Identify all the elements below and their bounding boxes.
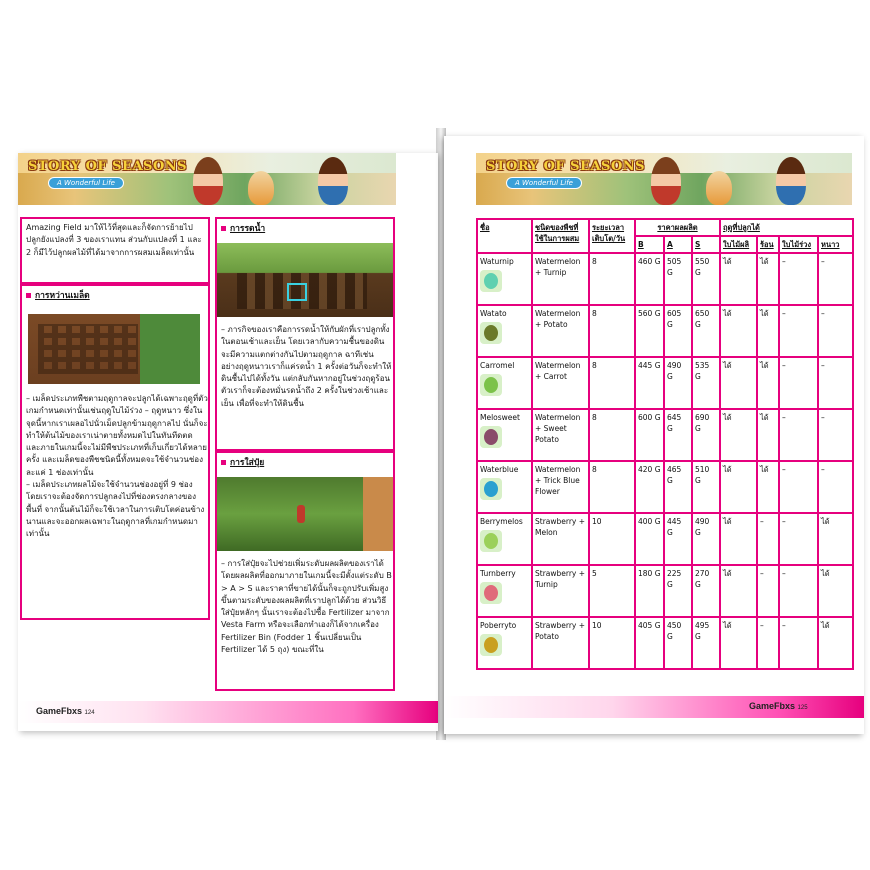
melosweet-icon [480,426,502,448]
crop-winter [818,409,853,461]
crop-price-b-text: 180 G [638,569,661,578]
page-footer [18,701,438,723]
fertilizer-text: – การใส่ปุ๋ยจะไปช่วยเพิ่มระดับผลผลิตของเราได้ โดยผลผลิตที่ออกมาภายในเกมนี้จะมีตั้งแต่ระดับ B > A > S และราคาที่ขายได้นั้นก็จะถูกปรับเพิ่มสูงขึ้นตามระดับของผลผลิตที่เราปลูกได้ด้วย ส่วนวิธีใส่ปุ๋ยหลักๆ นั้นเราจะต้องไปซื้อ Fertilizer มาจาก Vesta Farm หรือจะเลือกทำเองก็ได้จากเครื่อง Fertilizer Bin (Fodder 1 ชิ้นเปลี่ยนเป็น Fertilizer ได้ 5 ถุง) ขณะที่ใน [221,559,392,655]
crop-mix-text: Strawberry + Potato [535,621,586,641]
crop-winter [818,357,853,409]
header-price-s: S [692,236,720,253]
crop-winter-text: – [821,465,825,474]
crop-price-s-text: 490 G [695,517,710,537]
crop-mix [532,305,589,357]
crop-price-a [664,409,692,461]
crop-growth-days-text: 10 [592,517,602,526]
crop-price-a-text: 445 G [667,517,682,537]
crop-price-a [664,305,692,357]
crop-spring [720,409,757,461]
crop-autumn [779,305,818,357]
crop-autumn-text: – [782,413,786,422]
crop-price-s-text: 650 G [695,309,710,329]
crop-autumn-text: – [782,465,786,474]
header-growth-days: ระยะเวลาเติบโต/วัน [589,219,635,253]
header-season-group: ฤดูที่ปลูกได้ [720,219,853,236]
crop-price-s [692,409,720,461]
carromel-icon [480,374,502,396]
crop-growth-days [589,305,635,357]
crop-price-a [664,253,692,305]
crop-summer [757,305,779,357]
crop-name [477,461,532,513]
crop-name-text: Turnberry [480,569,516,578]
header-autumn: ใบไม้ร่วง [779,236,818,253]
crop-mix-text: Strawberry + Melon [535,517,586,537]
crop-name [477,617,532,669]
header-name: ชื่อ [477,219,532,253]
crop-name [477,409,532,461]
crop-name [477,513,532,565]
crop-spring-text: ได้ [723,621,732,630]
crop-price-s-text: 510 G [695,465,710,485]
crop-price-b [635,565,664,617]
crop-autumn [779,617,818,669]
crop-spring [720,513,757,565]
crop-price-a-text: 225 G [667,569,682,589]
game-logo-subtitle: A Wonderful Life [48,177,124,189]
crop-spring-text: ได้ [723,257,732,266]
section-heading: การหว่านเมล็ด [22,286,208,304]
crop-autumn-text: – [782,309,786,318]
crop-price-b [635,305,664,357]
crop-price-s [692,357,720,409]
left-page [18,153,438,731]
table-header-row [477,219,853,236]
crop-spring [720,357,757,409]
crop-price-b [635,253,664,305]
crop-price-b [635,461,664,513]
crop-summer [757,357,779,409]
crop-price-s-text: 550 G [695,257,710,277]
waturnip-icon [480,270,502,292]
crop-growth-days-text: 8 [592,465,597,474]
crop-price-b-text: 400 G [638,517,661,526]
watering-section [215,217,395,451]
crop-mix-text: Strawberry + Turnip [535,569,586,589]
crop-price-b-text: 600 G [638,413,661,422]
crop-price-a-text: 465 G [667,465,682,485]
crop-winter [818,513,853,565]
crop-price-a [664,461,692,513]
crop-price-s [692,305,720,357]
crop-growth-days [589,357,635,409]
crop-price-a-text: 505 G [667,257,682,277]
crop-price-a-text: 490 G [667,361,682,381]
crop-name-text: Berrymelos [480,517,523,526]
crop-winter [818,617,853,669]
crop-growth-days [589,253,635,305]
crop-price-b [635,513,664,565]
game-logo-subtitle: A Wonderful Life [506,177,582,189]
crop-growth-days-text: 8 [592,309,597,318]
crop-price-s-text: 270 G [695,569,710,589]
header-winter: หนาว [818,236,853,253]
crop-autumn [779,461,818,513]
game-logo: STORY OF SEASONS [28,159,188,174]
crop-spring [720,461,757,513]
crop-summer-text: ได้ [760,257,769,266]
table-row [477,409,853,461]
crop-autumn [779,253,818,305]
crop-autumn-text: – [782,517,786,526]
crop-growth-days [589,565,635,617]
header-spring: ใบไม้ผลิ [720,236,757,253]
crop-spring-text: ได้ [723,465,732,474]
crop-mix [532,253,589,305]
crop-mix-text: Watermelon + Sweet Potato [535,413,581,444]
crop-autumn [779,565,818,617]
crop-mix-text: Watermelon + Turnip [535,257,581,277]
header-price-a: A [664,236,692,253]
crop-price-s [692,253,720,305]
crop-name [477,253,532,305]
crop-winter [818,565,853,617]
right-page [444,136,864,734]
waterblue-icon [480,478,502,500]
crop-price-b [635,409,664,461]
crop-summer [757,253,779,305]
game-banner [18,153,396,205]
crop-autumn [779,409,818,461]
crop-growth-days-text: 8 [592,361,597,370]
crop-name [477,565,532,617]
crop-price-s-text: 690 G [695,413,710,433]
crop-name-text: Watato [480,309,507,318]
magazine-brand: GameFbxs 125 [749,701,808,711]
crop-price-b-text: 560 G [638,309,661,318]
crop-name-text: Poberryto [480,621,517,630]
hybrid-crops-table [476,218,854,670]
crop-autumn [779,357,818,409]
crop-price-b-text: 405 G [638,621,661,630]
crop-name-text: Waterblue [480,465,519,474]
table-row [477,305,853,357]
crop-price-s-text: 495 G [695,621,710,641]
crop-autumn-text: – [782,361,786,370]
character-illustration [248,171,274,205]
crop-summer-text: – [760,621,764,630]
game-logo: STORY OF SEASONS [486,159,646,174]
crop-growth-days [589,617,635,669]
crop-spring [720,565,757,617]
crop-growth-days-text: 5 [592,569,597,578]
crop-price-s [692,461,720,513]
crop-mix [532,513,589,565]
crop-winter-text: – [821,361,825,370]
sowing-screenshot [28,314,200,384]
crop-price-b-text: 445 G [638,361,661,370]
crop-price-a-text: 645 G [667,413,682,433]
header-crops-used: ชนิดของพืชที่ใช้ในการผสม [532,219,589,253]
crop-price-a [664,565,692,617]
crop-autumn-text: – [782,569,786,578]
header-summer: ร้อน [757,236,779,253]
sowing-section [20,284,210,620]
crop-summer [757,513,779,565]
intro-text: Amazing Field มาให้ไว้ที่สุดและก็จัดการย้ายไปปลูกยังแปลงที่ 3 ของเราแทน ส่วนกับแปลงที่ 1 และ 2 ก็มีไว้ปลูกผลไม้ที่ได้มาจากการผสมเมล็ดเท่านั้น [26,223,202,257]
poberryto-icon [480,634,502,656]
section-heading: การใส่ปุ๋ย [217,453,393,471]
crop-autumn-text: – [782,257,786,266]
crop-mix [532,357,589,409]
crop-growth-days-text: 8 [592,257,597,266]
header-price-b: B [635,236,664,253]
character-illustration [706,171,732,205]
crop-price-b-text: 420 G [638,465,661,474]
table-row [477,357,853,409]
crop-winter-text: ได้ [821,517,830,526]
crop-winter-text: ได้ [821,569,830,578]
crop-name [477,305,532,357]
watering-text: – ภารกิจของเราคือการรดน้ำให้กับผักที่เราปลูกทั้งในตอนเช้าและเย็น โดยเวลากับความชื้นของดินจะมีความแตกต่างกันไปตามฤดูกาล ฉาทีเช่น อย่างฤดูหนาวเราก็แค่รดน้ำ 1 ครั้งต่อวันก็จะทำให้ดินชื้นไปได้ทั้งวัน แต่กลับกันหากอยู่ในช่วงฤดูร้อนตัวเราก็จะต้องหมั่นรดน้ำถึง 2 ครั้งในช่วงเช้าและเย็น เพื่อที่จะทำให้ดินชื้น [221,325,392,408]
fertilizer-screenshot [217,477,393,551]
crop-price-s [692,565,720,617]
crop-mix [532,461,589,513]
magazine-brand: GameFbxs 124 [36,706,95,716]
crop-spring-text: ได้ [723,413,732,422]
crop-price-a [664,617,692,669]
bullet-square-icon [221,460,226,465]
crop-growth-days [589,513,635,565]
game-banner [476,153,852,205]
character-illustration [318,157,348,205]
crop-growth-days [589,461,635,513]
crop-summer-text: ได้ [760,465,769,474]
character-illustration [776,157,806,205]
crop-growth-days-text: 8 [592,413,597,422]
crop-name-text: Carromel [480,361,515,370]
section-heading: การรดน้ำ [217,219,393,237]
crop-spring [720,305,757,357]
crop-price-s [692,513,720,565]
crop-autumn-text: – [782,621,786,630]
crop-winter-text: – [821,309,825,318]
crop-price-b [635,357,664,409]
crop-summer-text: ได้ [760,361,769,370]
crop-spring-text: ได้ [723,517,732,526]
crop-mix-text: Watermelon + Trick Blue Flower [535,465,581,496]
table-row [477,617,853,669]
crop-spring-text: ได้ [723,361,732,370]
crop-price-a-text: 605 G [667,309,682,329]
intro-box [20,217,210,284]
crop-price-b-text: 460 G [638,257,661,266]
crop-summer-text: ได้ [760,413,769,422]
berrymelos-icon [480,530,502,552]
table-row [477,513,853,565]
header-price-group: ราคาผลผลิต [635,219,720,236]
watato-icon [480,322,502,344]
table-row [477,461,853,513]
crop-name-text: Waturnip [480,257,514,266]
crop-mix [532,565,589,617]
crop-price-a-text: 450 G [667,621,682,641]
sowing-text: – เมล็ดประเภทพืชตามฤดูกาลจะปลูกได้เฉพาะฤดูที่ตัวเกมกำหนดเท่านั้นเช่นฤดูใบไม้ร่วง – ฤดูหนาว ซึ่งในจุดนี้หากเราเผลอไปนั่วเม็ดปลูกข้ามฤดูกาลไป นั่นก็จะทำให้ต้นไม้ของเราเน่าตายทั้งหมดไปในทันทีดตด และภายในเกมนี้จะไม่มีพืชประเภทที่เก็บเกี่ยวได้หลายครั้ง และเมล็ดของพืชชนิดนี้ทั้งหมดจะใช้จำนวนช่องละแค่ 1 ช่องเท่านั้น – เมล็ดประเภทผลไม้จะใช้จำนวนช่องอยู่ที่ 9 ช่อง โดยเราจะต้องจัดการปลูกลงไปที่ช่องตรงกลางของพื้นที่ จากนั้นต้นไม้ก็จะใช้เวลาในการเติบโตค่อนข้างนานและจะออกผลเฉพาะในฤดูกาลที่เกมกำหนดมาเท่านั้น [26,394,208,539]
crop-summer-text: – [760,569,764,578]
character-illustration [193,157,223,205]
crop-spring-text: ได้ [723,309,732,318]
crop-mix [532,617,589,669]
turnberry-icon [480,582,502,604]
crop-summer [757,565,779,617]
bullet-square-icon [26,293,31,298]
table-row [477,565,853,617]
crop-summer [757,409,779,461]
crop-summer [757,461,779,513]
crop-mix-text: Watermelon + Carrot [535,361,581,381]
crop-spring [720,617,757,669]
table-row [477,253,853,305]
crop-mix [532,409,589,461]
crop-price-a [664,513,692,565]
crop-winter-text: – [821,257,825,266]
crop-summer-text: – [760,517,764,526]
crop-summer-text: ได้ [760,309,769,318]
crop-mix-text: Watermelon + Potato [535,309,581,329]
watering-screenshot [217,243,393,317]
bullet-square-icon [221,226,226,231]
page-footer [444,696,864,718]
crop-winter-text: – [821,413,825,422]
crop-price-b [635,617,664,669]
crop-spring [720,253,757,305]
crop-name [477,357,532,409]
character-illustration [651,157,681,205]
crop-growth-days-text: 10 [592,621,602,630]
crop-winter [818,253,853,305]
crop-summer [757,617,779,669]
fertilizer-section [215,451,395,691]
crop-name-text: Melosweet [480,413,520,422]
crop-growth-days [589,409,635,461]
crop-price-a [664,357,692,409]
crop-winter [818,305,853,357]
crop-autumn [779,513,818,565]
crop-winter [818,461,853,513]
crop-winter-text: ได้ [821,621,830,630]
crop-price-s [692,617,720,669]
crop-price-s-text: 535 G [695,361,710,381]
crop-spring-text: ได้ [723,569,732,578]
